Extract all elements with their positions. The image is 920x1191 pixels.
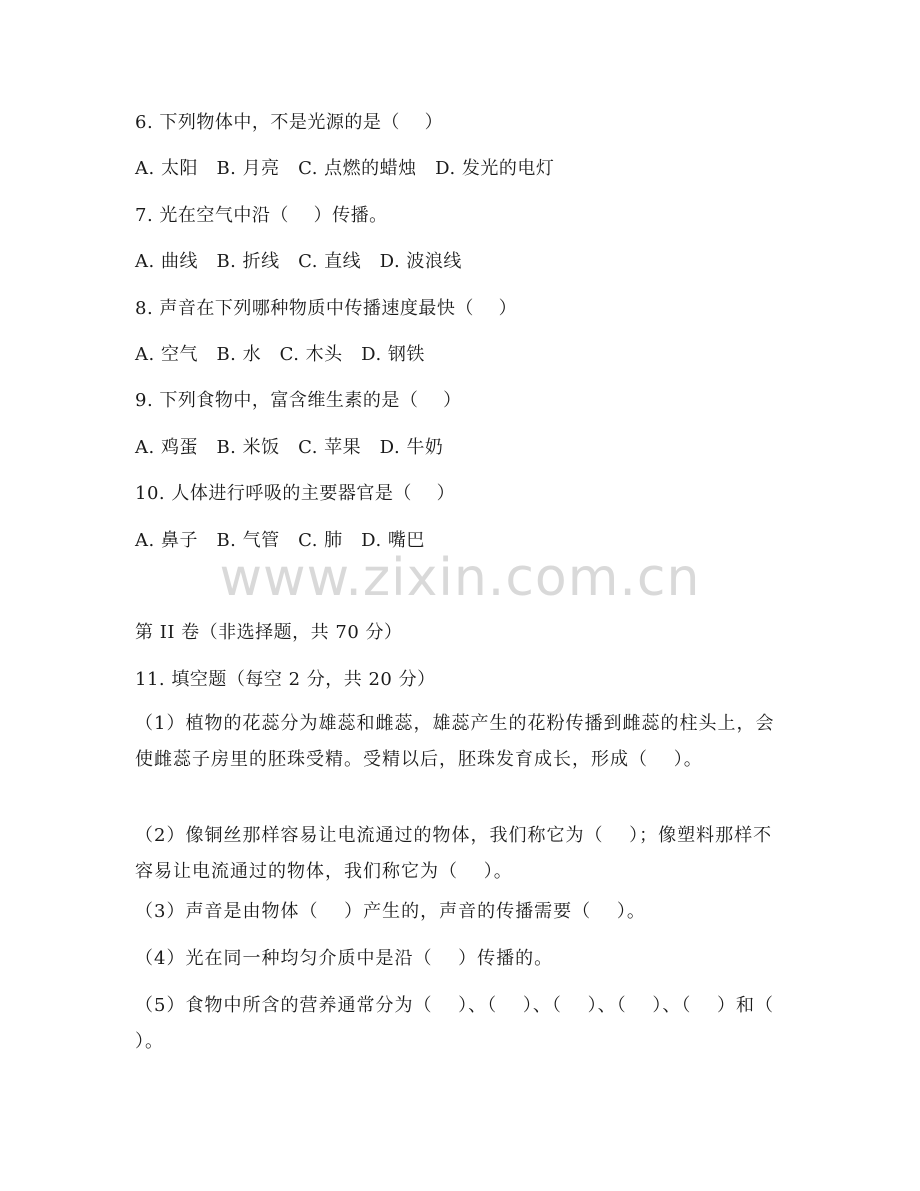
question-10-options: A. 鼻子 B. 气管 C. 肺 D. 嘴巴 xyxy=(135,530,425,551)
fill-blank-item-1: （1）植物的花蕊分为雄蕊和雌蕊，雄蕊产生的花粉传播到雌蕊的柱头上，会使雌蕊子房里的胚珠受精。受精以后，胚珠发育成长，形成（ ）。 xyxy=(135,713,775,770)
question-11-title: 11. 填空题（每空 2 分，共 20 分） xyxy=(135,669,436,690)
section-2-title: 第 II 卷（非选择题，共 70 分） xyxy=(135,622,403,643)
fill-blank-item-2: （2）像铜丝那样容易让电流通过的物体，我们称它为（ ）；像塑料那样不容易让电流通过的物体，我们称它为（ ）。 xyxy=(135,825,773,882)
question-6-stem: 6. 下列物体中，不是光源的是（ ） xyxy=(135,112,444,133)
question-7-options: A. 曲线 B. 折线 C. 直线 D. 波浪线 xyxy=(135,251,462,272)
question-8-stem: 8. 声音在下列哪种物质中传播速度最快（ ） xyxy=(135,298,518,319)
question-8-options: A. 空气 B. 水 C. 木头 D. 钢铁 xyxy=(135,344,425,365)
question-6-options: A. 太阳 B. 月亮 C. 点燃的蜡烛 D. 发光的电灯 xyxy=(135,158,555,179)
question-7-stem: 7. 光在空气中沿（ ）传播。 xyxy=(135,205,388,226)
fill-blank-item-3: （3）声音是由物体（ ）产生的，声音的传播需要（ ）。 xyxy=(135,901,646,922)
question-9-options: A. 鸡蛋 B. 米饭 C. 苹果 D. 牛奶 xyxy=(135,437,444,458)
fill-blank-item-5: （5）食物中所含的营养通常分为（ ）、（ ）、（ ）、（ ）、（ ）和（ ）。 xyxy=(135,995,800,1052)
fill-blank-item-4: （4）光在同一种均匀介质中是沿（ ）传播的。 xyxy=(135,948,554,969)
watermark-text: www.zixin.com.cn xyxy=(219,548,701,608)
question-9-stem: 9. 下列食物中，富含维生素的是（ ） xyxy=(135,390,462,411)
question-10-stem: 10. 人体进行呼吸的主要器官是（ ） xyxy=(135,483,456,504)
